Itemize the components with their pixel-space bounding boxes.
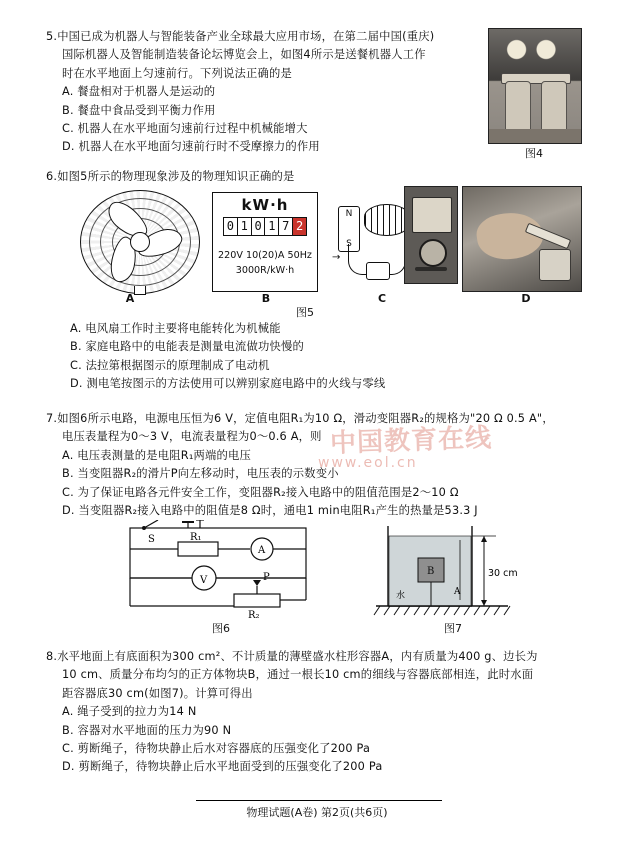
fig7-block-label: B	[427, 566, 435, 577]
q7-number: 7.	[46, 412, 58, 425]
meter-digit-5: 7	[279, 218, 293, 235]
fig7-arrow-label: A	[454, 587, 461, 597]
electric-fan-figure	[80, 190, 200, 294]
figure-7-caption: 图7	[444, 622, 462, 635]
page-footer: 物理试题(A卷) 第2页(共6页)	[246, 806, 388, 819]
meter-digit-1: 0	[224, 218, 238, 235]
multimeter-dial	[419, 239, 447, 267]
q8-stem-line2: 10 cm、质量分布均匀的正方体物块B，通过一根长10 cm的细线与容器底部相连，此时水面	[62, 668, 534, 682]
robot-body-left	[505, 81, 531, 133]
fig6-slider-label: P	[263, 572, 270, 583]
robot-floor	[489, 129, 581, 143]
q7-option-b: B. 当变阻器R₂的滑片P向左移动时，电压表的示数变小	[62, 467, 339, 481]
fig6-r2-label: R₂	[248, 610, 260, 620]
q6-stem	[46, 168, 526, 186]
fig6-ammeter-label: A	[258, 545, 266, 556]
galvanometer	[366, 262, 390, 280]
figure5-label-a: A	[125, 292, 135, 305]
watermark-url: www.eol.cn	[318, 455, 418, 471]
q8-stem-row	[46, 648, 586, 666]
q5-stem-line3: 时在水平地面上匀速前行。下列说法正确的是	[62, 66, 292, 80]
q5-number: 5.	[46, 30, 58, 43]
q8-option-b: B. 容器对水平地面的压力为90 N	[62, 723, 232, 737]
magnet-pole-n: N	[345, 209, 353, 219]
q7-stem-line1: 如图6所示电路，电源电压恒为6 V，定值电阻R₁为10 Ω，滑动变阻器R₂的规格为"20 Ω 0.5 A"，	[57, 412, 554, 425]
meter-spec-line2: 3000R/kW·h	[235, 265, 295, 276]
q7-option-a: A. 电压表测量的是电阻R₁两端的电压	[62, 448, 252, 462]
footer-divider	[196, 800, 442, 801]
q8-stem-line1: 水平地面上有底面积为300 cm²、不计质量的薄壁盛水柱形容器A，内有质量为400 g、边长为	[57, 650, 538, 663]
figure5-label-c: C	[377, 292, 387, 305]
q6-stem-text: 如图5所示的物理现象涉及的物理知识正确的是	[57, 170, 295, 183]
q8-stem-line3: 距容器底30 cm(如图7)。计算可得出	[62, 686, 253, 700]
robot-photo-background	[489, 29, 581, 143]
multimeter-photo	[404, 186, 458, 284]
meter-digit-2: 1	[238, 218, 252, 235]
magnet-pole-s: S	[346, 239, 352, 249]
q6-option-a: A. 电风扇工作时主要将电能转化为机械能	[70, 322, 281, 335]
q7-option-d: D. 当变阻器R₂接入电路中的阻值是8 Ω时，通电1 min电阻R₁产生的热量是53.3 J	[62, 504, 478, 518]
figure-5-caption: 图5	[296, 306, 314, 319]
fig6-voltmeter-label: V	[200, 575, 208, 586]
electricity-meter-figure	[212, 192, 318, 292]
circuit-svg	[122, 520, 322, 620]
meter-unit-label: kW·h	[241, 196, 289, 214]
question-5	[46, 28, 476, 157]
figure-4-caption: 图4	[525, 147, 543, 160]
q6-number: 6.	[46, 170, 58, 183]
q7-stem-row	[46, 410, 566, 428]
q7-option-c: C. 为了保证电路各元件安全工作，变阻器R₂接入电路中的阻值范围是2～10 Ω	[62, 485, 459, 499]
figure5-label-b: B	[261, 292, 271, 305]
wall-socket	[539, 249, 571, 281]
motion-arrow-icon: →	[332, 252, 341, 263]
q8-option-d: D. 剪断绳子，待物块静止后水平地面受到的压强变化了200 Pa	[62, 760, 383, 774]
meter-digit-display	[223, 217, 307, 236]
meter-digit-4: 1	[265, 218, 279, 235]
figure-6-caption: 图6	[212, 622, 230, 635]
q6-option-b: B. 家庭电路中的电能表是测量电流做功快慢的	[70, 340, 304, 354]
q7-stem-line2: 电压表量程为0～3 V，电流表量程为0～0.6 A，则	[62, 430, 322, 444]
q8-option-c: C. 剪断绳子，待物块静止后水对容器底的压强变化了200 Pa	[62, 742, 371, 756]
q5-option-b: B. 餐盘中食品受到平衡力作用	[62, 103, 216, 117]
container-svg	[368, 520, 548, 622]
q6-option-d: D. 测电笔按图示的方法使用可以辨别家庭电路中的火线与零线	[70, 377, 386, 391]
q5-stem-line1: 中国已成为机器人与智能装备产业全球最大应用市场，在第二届中国(重庆)	[57, 30, 435, 43]
meter-digit-6: 2	[293, 218, 306, 235]
q8-option-a: A. 绳子受到的拉力为14 N	[62, 705, 197, 719]
watermark-main: 中国教育在线	[329, 423, 493, 459]
fig7-water-label: 水	[396, 591, 406, 601]
fig6-r1-label: R₁	[190, 532, 202, 543]
q5-option-d: D. 机器人在水平地面匀速前行时不受摩擦力的作用	[62, 140, 320, 154]
q6-options	[70, 320, 570, 394]
figure-6-circuit	[122, 520, 322, 620]
q6-option-c: C. 法拉第根据图示的原理制成了电动机	[70, 358, 270, 372]
question-7	[46, 410, 566, 520]
multimeter-lead	[415, 267, 447, 271]
robot-body-right	[541, 81, 567, 133]
figure5-label-d: D	[521, 292, 531, 305]
fig6-switch-label: S	[148, 534, 155, 545]
question-6	[46, 168, 526, 186]
question-8	[46, 648, 586, 777]
meter-spec	[213, 248, 317, 278]
fig7-height-label: 30 cm	[488, 568, 518, 579]
test-pen-photo	[462, 186, 582, 292]
fan-hub	[130, 232, 150, 252]
figure-7-container	[368, 520, 548, 622]
q5-stem	[46, 28, 476, 46]
q5-stem-line2: 国际机器人及智能制造装备论坛博览会上，如图4所示是送餐机器人工作	[62, 48, 426, 62]
meter-spec-line1: 220V 10(20)A 50Hz	[218, 250, 312, 261]
robot-photo	[488, 28, 582, 144]
multimeter-scale	[412, 197, 452, 233]
q5-option-c: C. 机器人在水平地面匀速前行过程中机械能增大	[62, 122, 308, 136]
q8-number: 8.	[46, 650, 58, 663]
q5-option-a: A. 餐盘相对于机器人是运动的	[62, 85, 216, 99]
meter-digit-3: 0	[252, 218, 266, 235]
